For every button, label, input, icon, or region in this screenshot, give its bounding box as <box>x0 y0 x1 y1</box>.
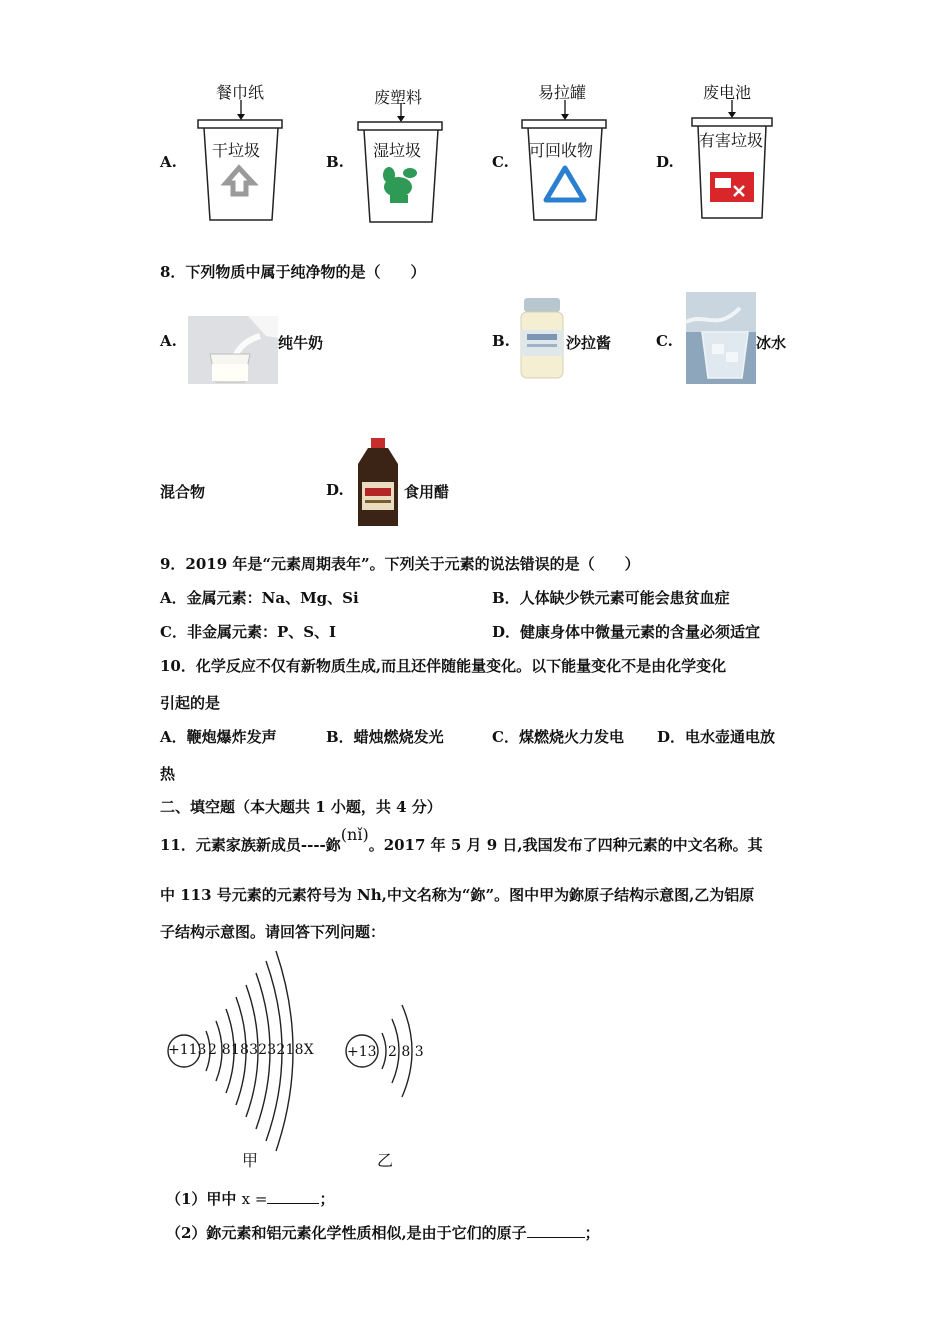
q11-sub2-text: （2）鉨元素和铝元素化学性质相似,是由于它们的原子 <box>166 1224 527 1242</box>
q8-option-a-text: 纯牛奶 <box>278 334 324 352</box>
q7-option-d-letter: D. <box>656 153 674 171</box>
q7-option-a-item: 餐巾纸 <box>216 83 265 102</box>
q7-option-a-letter: A. <box>160 153 177 171</box>
q7-bin-b <box>356 103 446 227</box>
hazardous-red-icon <box>710 172 754 202</box>
q7-option-b-letter: B. <box>326 153 344 171</box>
q11-line1-end: 。2017 年 5 月 9 日,我国发布了四种元素的中文名称。其 <box>368 836 763 854</box>
q10-option-d: D．电水壶通电放 <box>657 728 776 746</box>
q10-option-b: B．蜡烛燃烧发光 <box>326 728 444 746</box>
diagram-jia-caption: 甲 <box>242 1151 259 1170</box>
q7-option-d-item: 废电池 <box>703 83 752 102</box>
q8-option-d-letter: D. <box>326 481 344 499</box>
diagram-yi-nucleus: +13 <box>347 1044 377 1060</box>
vinegar-bottle-image <box>354 438 402 530</box>
q7-bin-b-label: 湿垃圾 <box>373 141 422 160</box>
diagram-yi-caption: 乙 <box>377 1151 394 1170</box>
q7-bin-c <box>520 98 610 226</box>
q8-option-b-text: 沙拉酱 <box>566 334 612 352</box>
q8-option-c-text: 冰水 <box>756 334 787 352</box>
q8-continuation: 混合物 <box>160 483 206 501</box>
recycle-arrows-gray-icon <box>226 168 253 194</box>
q11-sub2 <box>166 1222 600 1243</box>
wet-waste-green-icon <box>383 167 417 203</box>
q9-option-a: A．金属元素：Na、Mg、Si <box>160 589 359 607</box>
q11-line1 <box>160 825 763 855</box>
q7-bin-d <box>690 98 780 224</box>
q11-sub1-end: ； <box>319 1190 335 1208</box>
q9-option-b: B．人体缺少铁元素可能会患贫血症 <box>492 589 730 607</box>
q11-sub1 <box>166 1188 334 1209</box>
q11-sub2-end: ； <box>584 1224 600 1242</box>
q7-option-b-item: 废塑料 <box>374 88 423 107</box>
q8-stem: 8．下列物质中属于纯净物的是（ ） <box>160 263 426 281</box>
diagram-jia-electrons: 2 818323218X <box>208 1042 314 1058</box>
q11-sub2-answer-blank[interactable] <box>527 1223 585 1238</box>
q8-option-a-letter: A. <box>160 332 177 350</box>
milk-glass-image <box>188 316 278 384</box>
q11-sub1-variable: x = <box>241 1190 268 1208</box>
q7-options <box>0 0 950 240</box>
section-title-fill-in: 二、填空题（本大题共 1 小题，共 4 分） <box>160 798 442 816</box>
q9-stem: 9．2019 年是“元素周期表年”。下列关于元素的说法错误的是（ ） <box>160 555 640 573</box>
q11-pinyin: (nǐ) <box>340 825 369 844</box>
q10-option-a: A．鞭炮爆炸发声 <box>160 728 277 746</box>
q10-option-d-continuation: 热 <box>160 765 176 783</box>
q9-option-d: D．健康身体中微量元素的含量必须适宜 <box>492 623 761 641</box>
q11-line1-start: 11．元素家族新成员----鉨 <box>160 836 341 854</box>
atomic-structure-diagrams <box>160 945 460 1175</box>
recycle-triangle-blue-icon <box>546 168 584 200</box>
q10-stem-line2: 引起的是 <box>160 694 221 712</box>
diagram-jia-nucleus: +113 <box>168 1042 207 1058</box>
q11-sub1-answer-blank[interactable] <box>267 1189 319 1204</box>
q11-sub1-label: （1）甲中 <box>166 1190 237 1208</box>
q7-bin-a-label: 干垃圾 <box>212 141 261 160</box>
q8-option-d-text: 食用醋 <box>404 483 450 501</box>
q7-option-c-item: 易拉罐 <box>538 83 587 102</box>
q9-option-c: C．非金属元素：P、S、I <box>160 623 337 641</box>
q10-option-c: C．煤燃烧火力发电 <box>492 728 624 746</box>
q8-option-c-letter: C. <box>656 332 673 350</box>
q7-option-c-letter: C. <box>492 153 509 171</box>
q10-stem-line1: 10．化学反应不仅有新物质生成,而且还伴随能量变化。以下能量变化不是由化学变化 <box>160 657 727 675</box>
q11-line2: 中 113 号元素的元素符号为 Nh,中文名称为“鉨”。图中甲为鉨原子结构示意图,乙为铝原 <box>160 886 755 904</box>
q7-bin-a <box>196 98 286 226</box>
q7-bin-d-label: 有害垃圾 <box>699 131 764 150</box>
q11-line3: 子结构示意图。请回答下列问题： <box>160 923 386 941</box>
ice-water-glass-image <box>686 292 756 384</box>
q8-option-b-letter: B. <box>492 332 510 350</box>
salad-dressing-jar-image <box>518 296 566 382</box>
q7-bin-c-label: 可回收物 <box>529 141 594 160</box>
diagram-yi-electrons: 2 8 3 <box>388 1044 424 1060</box>
